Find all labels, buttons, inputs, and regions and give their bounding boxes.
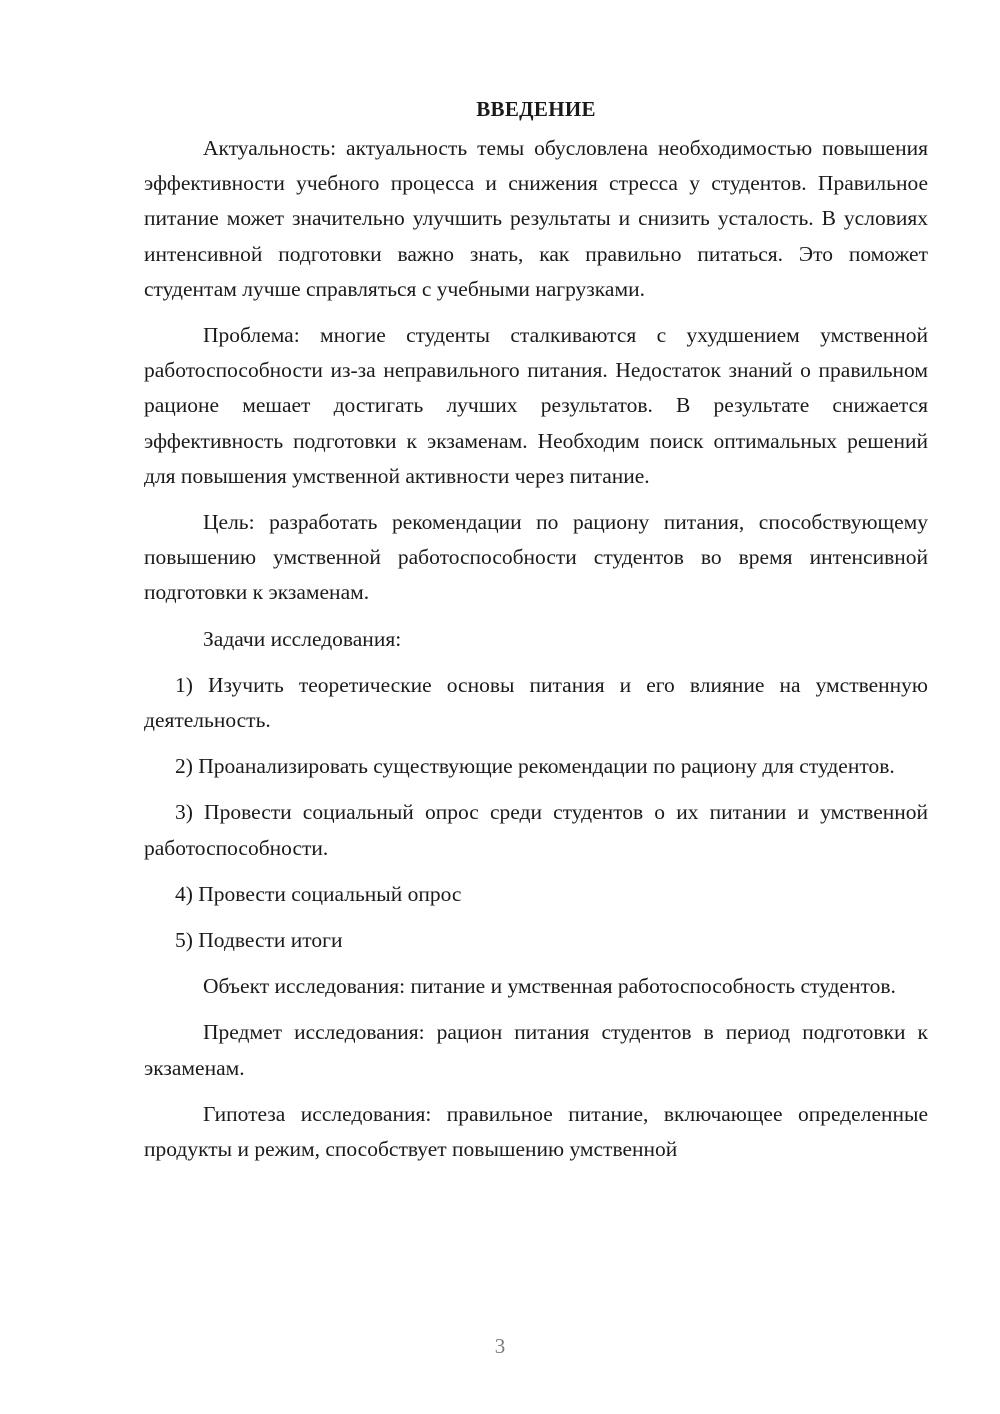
paragraph-tasks-heading: Задачи исследования:	[203, 626, 402, 651]
paragraph-goal: Цель: разработать рекомендации по рациону питания, способствующему повышению умственной работоспособности студентов во время интенсивной подготовки к экзаменам.	[144, 510, 928, 605]
page-title: ВВЕДЕНИЕ	[476, 97, 596, 121]
task-item-5: 5) Подвести итоги	[175, 928, 343, 953]
paragraph-object: Объект исследования: питание и умственная работоспособность студентов.	[203, 974, 896, 999]
task-item-3: 3) Провести социальный опрос среди студентов о их питании и умственной работоспособности.	[144, 800, 928, 860]
paragraph-hypothesis: Гипотеза исследования: правильное питание, включающее определенные продукты и режим, способствует повышению умственной	[144, 1101, 928, 1162]
paragraph-relevance: Актуальность: актуальность темы обусловлена необходимостью повышения эффективности учебного процесса и снижения стресса у студентов. Правильное питание может значительно улучшить результаты и снизить усталость. В условиях интенсивной подготовки важно знать, как правильно питаться. Это поможет студентам лучше справляться с учебными нагрузками.	[144, 136, 928, 301]
task-item-4: 4) Провести социальный опрос	[175, 881, 462, 906]
document-page	[144, 92, 928, 1167]
paragraph-subject: Предмет исследования: рацион питания студентов в период подготовки к экзаменам.	[144, 1020, 928, 1080]
paragraph-problem: Проблема: многие студенты сталкиваются с ухудшением умственной работоспособности из-за неправильного питания. Недостаток знаний о правильном рационе мешает достигать лучших результатов. В результате снижается эффективность подготовки к экзаменам. Необходим поиск оптимальных решений для повышения умственной активности через питание.	[144, 323, 928, 488]
page-number: 3	[494, 1334, 506, 1358]
task-item-2: 2) Проанализировать существующие рекомендации по рациону для студентов.	[175, 754, 895, 779]
task-item-1: 1) Изучить теоретические основы питания и его влияние на умственную деятельность.	[144, 672, 928, 733]
